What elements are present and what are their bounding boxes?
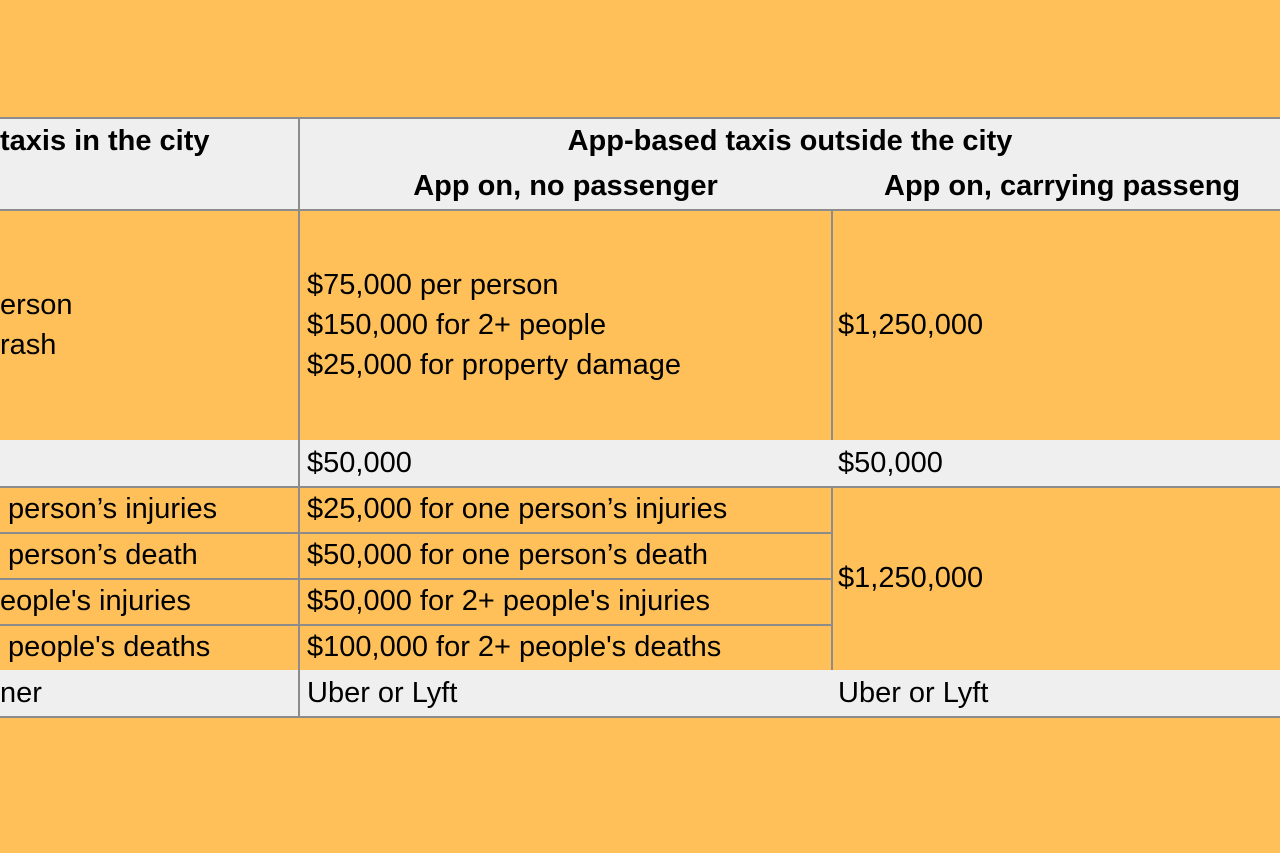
injury-city-row-4 [0, 624, 300, 672]
liability-city-cell [0, 209, 300, 442]
provider-no-passenger-value: Uber or Lyft [307, 677, 458, 709]
injury-city-row-1 [0, 486, 300, 534]
injury-carrying-cell [831, 486, 1280, 672]
liability-per-person: $75,000 per person [307, 268, 559, 301]
header-app-on-no-passenger [298, 163, 833, 211]
header-app-on-no-passenger-label: App on, no passenger [413, 170, 718, 202]
injury-city-text-3: eople's injuries [0, 585, 191, 617]
second-city-cell [0, 440, 300, 488]
injury-no-passenger-row-4 [298, 624, 833, 672]
injury-one-person-injuries: $25,000 for one person’s injuries [307, 493, 728, 525]
injury-city-text-1: person’s injuries [0, 493, 218, 525]
header-app-on-carrying [831, 163, 1280, 211]
injury-carrying-value: $1,250,000 [838, 562, 984, 594]
liability-city-line-1: erson [0, 288, 73, 321]
injury-city-row-2 [0, 532, 300, 580]
liability-city-line-2: rash [0, 328, 57, 361]
injury-two-plus-injuries: $50,000 for 2+ people's injuries [307, 585, 710, 617]
second-carrying-cell [831, 440, 1280, 488]
liability-property-damage: $25,000 for property damage [307, 348, 682, 381]
provider-no-passenger-cell [298, 670, 833, 718]
header-app-based-taxis-label: App-based taxis outside the city [567, 125, 1013, 157]
header-app-based-taxis [298, 119, 1280, 165]
injury-city-text-2: person’s death [0, 539, 198, 571]
provider-carrying-value: Uber or Lyft [838, 677, 989, 709]
liability-two-plus-people: $150,000 for 2+ people [307, 308, 607, 341]
injury-no-passenger-row-3 [298, 578, 833, 626]
header-city-taxis [0, 119, 300, 165]
header-city-subcell [0, 163, 300, 211]
liability-carrying-value: $1,250,000 [838, 308, 984, 341]
injury-no-passenger-row-2 [298, 532, 833, 580]
injury-city-text-4: people's deaths [0, 631, 211, 663]
second-no-passenger-cell [298, 440, 833, 488]
second-carrying-value: $50,000 [838, 447, 943, 479]
injury-city-row-3 [0, 578, 300, 626]
injury-no-passenger-row-1 [298, 486, 833, 534]
provider-city-text: ner [0, 677, 42, 709]
injury-one-person-death: $50,000 for one person’s death [307, 539, 708, 571]
second-no-passenger-value: $50,000 [307, 447, 412, 479]
liability-no-passenger-cell [298, 209, 833, 442]
header-city-taxis-label: taxis in the city [0, 125, 210, 157]
liability-carrying-cell [831, 209, 1280, 442]
provider-carrying-cell [831, 670, 1280, 718]
provider-city-cell [0, 670, 300, 718]
injury-two-plus-deaths: $100,000 for 2+ people's deaths [307, 631, 722, 663]
header-app-on-carrying-label: App on, carrying passeng [884, 170, 1241, 202]
